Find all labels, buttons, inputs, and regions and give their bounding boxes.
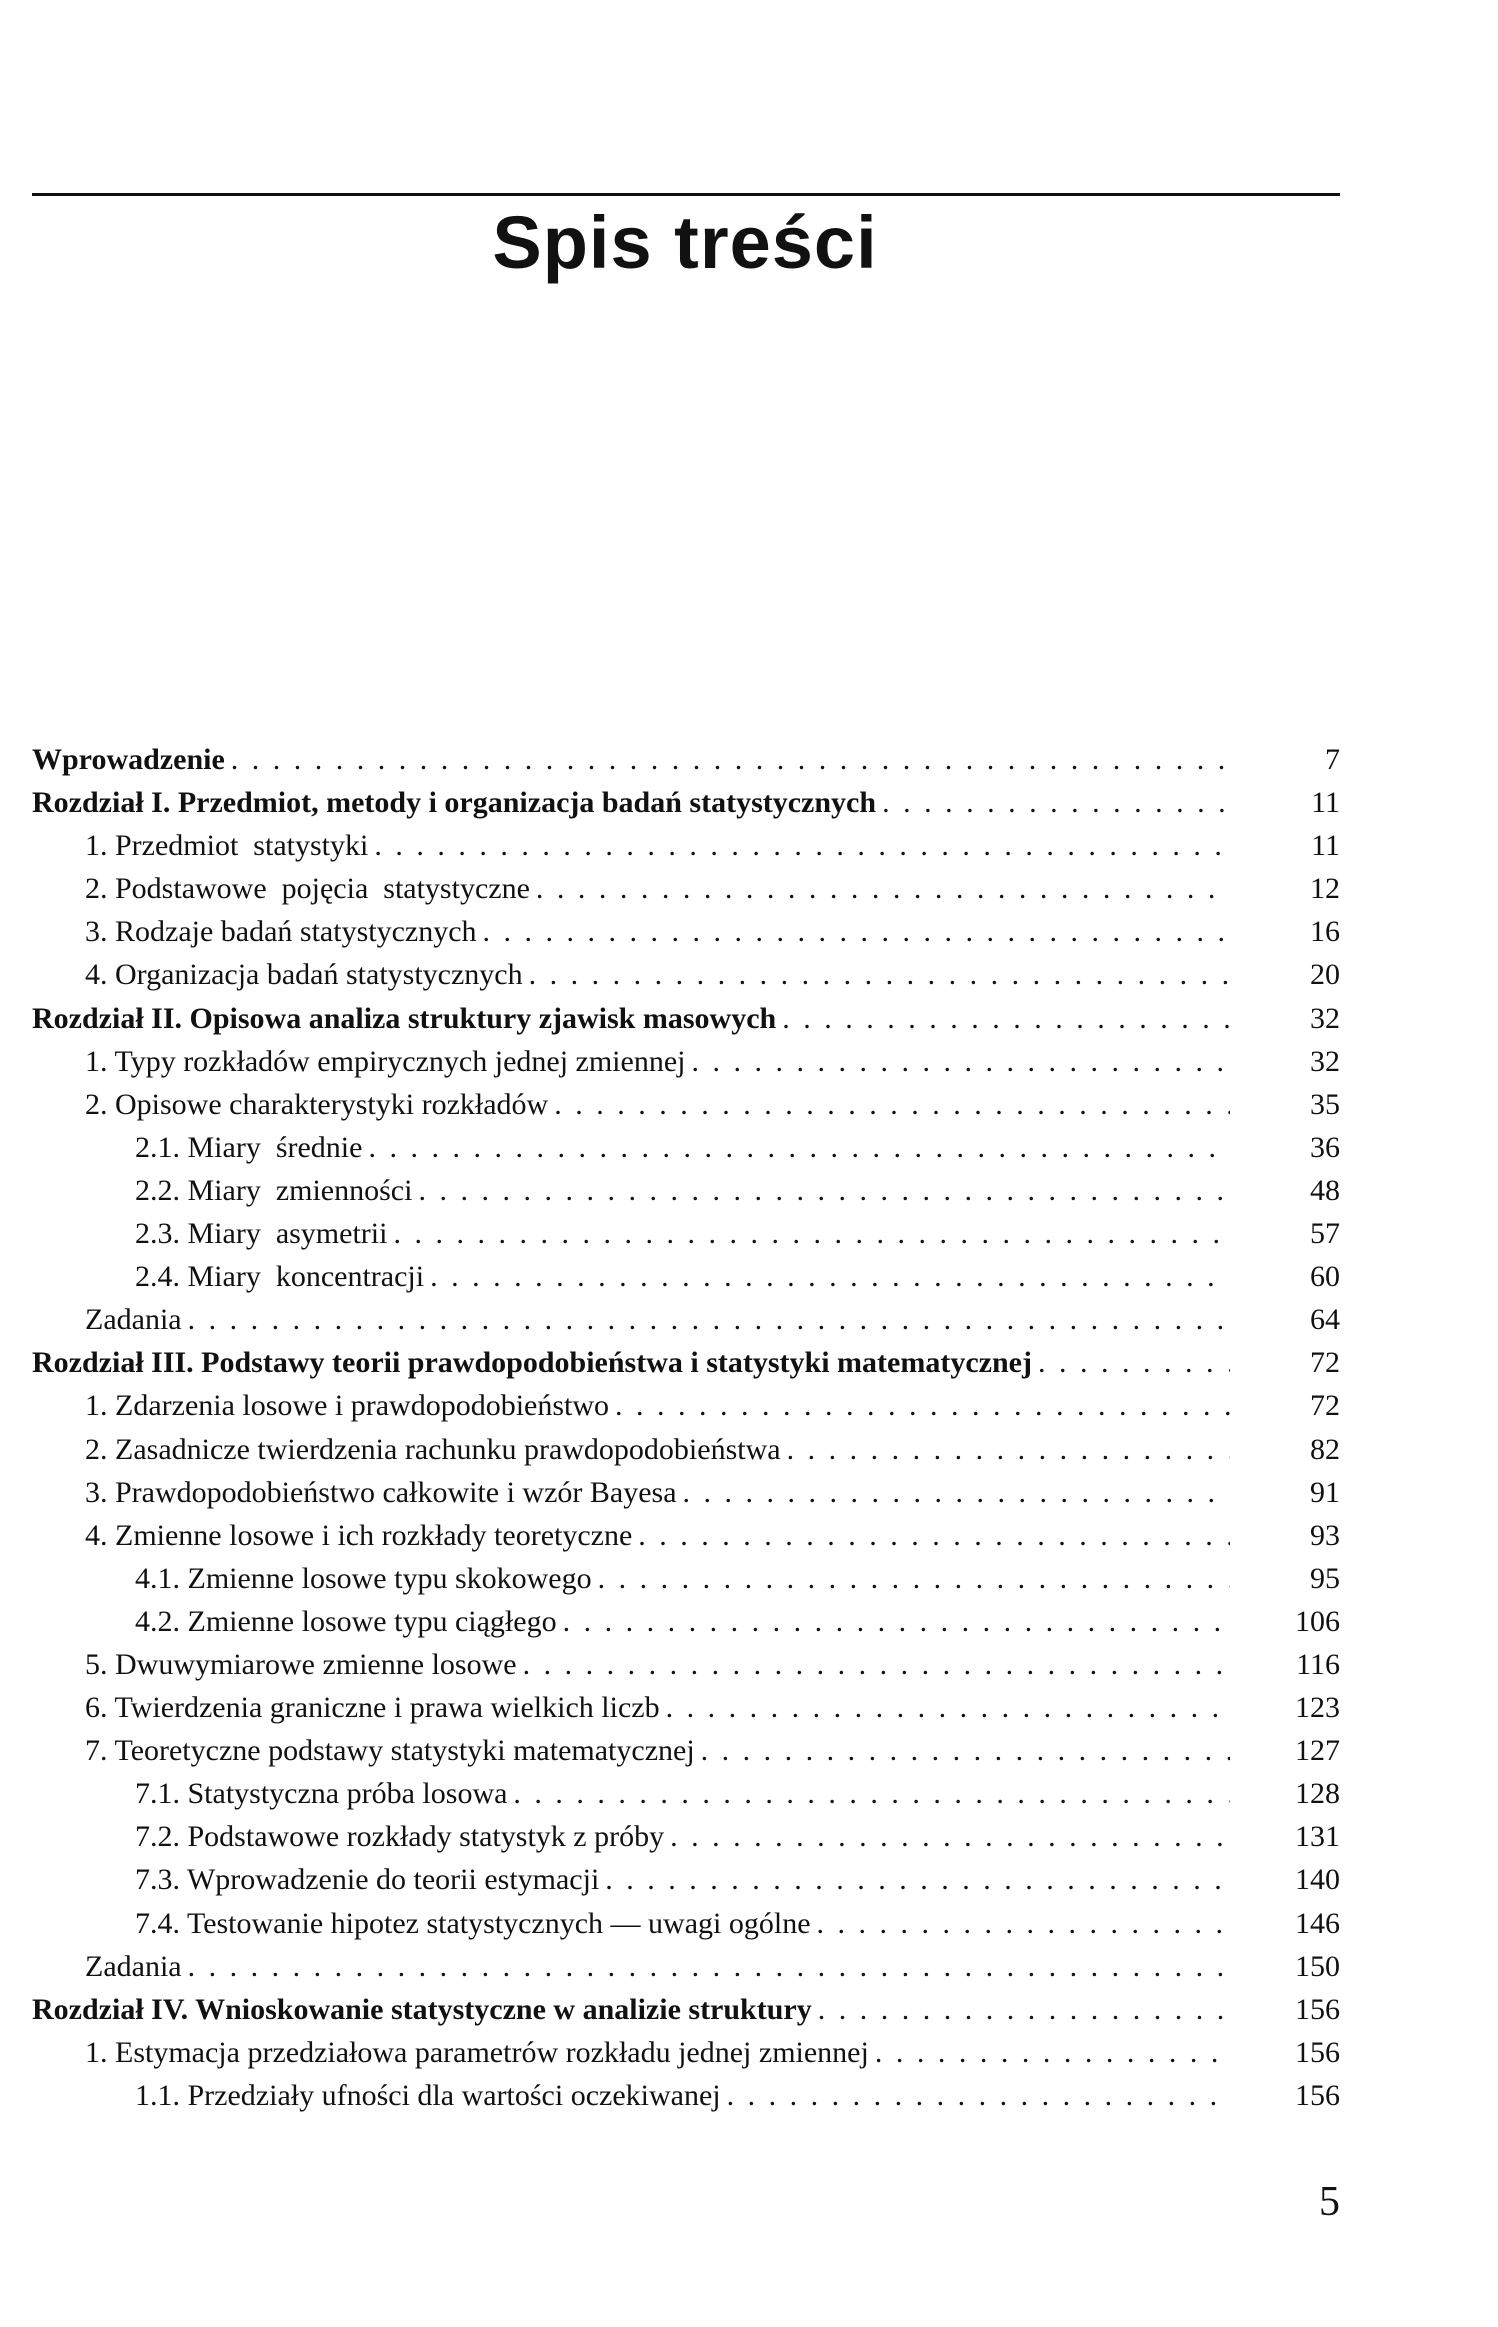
toc-entry-title: 4.2. Zmienne losowe typu ciągłego [135, 1604, 557, 1638]
toc-entry-title: 7. Teoretyczne podstawy statystyki matematycznej [85, 1734, 695, 1768]
toc-entry [32, 1514, 1340, 1557]
toc-entry-page: 20 [1310, 958, 1340, 992]
toc-entry-page: 57 [1310, 1217, 1340, 1251]
toc-chapter-entry [32, 1988, 1340, 2031]
toc-chapter-entry [32, 1341, 1340, 1384]
toc-entry [32, 1298, 1340, 1341]
toc-entry-title: 3. Prawdopodobieństwo całkowite i wzór Bayesa [85, 1475, 677, 1509]
toc-entry-title: 3. Rodzaje badań statystycznych [85, 915, 477, 949]
toc-entry-title: 7.1. Statystyczna próba losowa [135, 1777, 508, 1811]
toc-entry-title: Rozdział IV. Wnioskowanie statystyczne w analizie struktury [32, 1992, 812, 2026]
toc-entry [32, 910, 1340, 953]
toc-entry-page: 60 [1310, 1260, 1340, 1294]
toc-entry-page: 95 [1310, 1561, 1340, 1595]
toc-entry-title: 1. Zdarzenia losowe i prawdopodobieństwo [85, 1389, 610, 1423]
toc-entry [32, 867, 1340, 910]
toc-entry [32, 1643, 1340, 1686]
dot-leader [536, 867, 1230, 910]
toc-entry [32, 1428, 1340, 1471]
toc-entry-title: 2.2. Miary zmienności [135, 1173, 413, 1207]
dot-leader [563, 1600, 1230, 1643]
dot-leader [523, 1643, 1230, 1686]
toc-entry-page: 35 [1310, 1087, 1340, 1121]
toc-entry-title: 2. Podstawowe pojęcia statystyczne [85, 872, 530, 906]
toc-entry-title: 1. Typy rozkładów empirycznych jednej zmiennej [85, 1044, 686, 1078]
toc-entry [32, 1772, 1340, 1815]
toc-entry-page: 48 [1310, 1173, 1340, 1207]
dot-leader [188, 1298, 1230, 1341]
toc-entry-title: 2.1. Miary średnie [135, 1130, 363, 1164]
toc-entry [32, 1557, 1340, 1600]
toc-entry-page: 36 [1310, 1130, 1340, 1164]
dot-leader [393, 1212, 1230, 1255]
toc-entry-page: 131 [1295, 1820, 1340, 1854]
toc-entry-page: 150 [1295, 1949, 1340, 1983]
toc-entry-title: 7.2. Podstawowe rozkłady statystyk z próby [135, 1820, 665, 1854]
dot-leader [683, 1471, 1230, 1514]
toc-entry-title: 4. Organizacja badań statystycznych [85, 958, 523, 992]
toc-entry-title: Wprowadzenie [32, 743, 225, 776]
toc-entry-page: 32 [1310, 1044, 1340, 1078]
dot-leader [882, 781, 1230, 824]
toc-entry-title: 5. Dwuwymiarowe zmienne losowe [85, 1647, 517, 1681]
toc-chapter-entry [32, 738, 1340, 781]
toc-chapter-entry [32, 997, 1340, 1040]
dot-leader [666, 1686, 1230, 1729]
toc-entry-page: 72 [1310, 1346, 1340, 1380]
toc-entry [32, 824, 1340, 867]
toc-entry-page: 156 [1295, 2078, 1340, 2112]
toc-entry-page: 127 [1295, 1734, 1340, 1768]
dot-leader [418, 1169, 1230, 1212]
toc-entry-title: 2. Zasadnicze twierdzenia rachunku prawdopodobieństwa [85, 1432, 781, 1466]
toc-entry-page: 12 [1310, 872, 1340, 906]
toc-entry-page: 116 [1296, 1647, 1340, 1681]
dot-leader [638, 1514, 1230, 1557]
dot-leader [1038, 1341, 1230, 1384]
toc-entry [32, 1600, 1340, 1643]
dot-leader [817, 1902, 1230, 1945]
dot-leader [605, 1858, 1230, 1901]
toc-entry [32, 2031, 1340, 2074]
toc-entry [32, 1083, 1340, 1126]
toc-entry-title: Rozdział III. Podstawy teorii prawdopodobieństwa i statystyki matematycznej [32, 1346, 1032, 1380]
page-title: Spis treści [492, 201, 878, 284]
dot-leader [875, 2031, 1230, 2074]
toc-entry-page: 32 [1310, 1001, 1340, 1035]
dot-leader [818, 1988, 1230, 2031]
toc-entry [32, 1255, 1340, 1298]
toc-chapter-entry [32, 781, 1340, 824]
toc-entry-title: 4.1. Zmienne losowe typu skokowego [135, 1561, 592, 1595]
toc-entry-page: 106 [1295, 1604, 1340, 1638]
toc-entry-page: 140 [1295, 1863, 1340, 1897]
dot-leader [513, 1772, 1230, 1815]
dot-leader [368, 1126, 1230, 1169]
toc-entry-title: 7.3. Wprowadzenie do teorii estymacji [135, 1863, 600, 1897]
dot-leader [670, 1815, 1230, 1858]
toc-entry [32, 1902, 1340, 1945]
dot-leader [483, 910, 1230, 953]
dot-leader [598, 1557, 1230, 1600]
toc-entry-page: 156 [1295, 2035, 1340, 2069]
toc-entry-title: Zadania [85, 1949, 182, 1983]
toc-entry [32, 1815, 1340, 1858]
dot-leader [374, 824, 1230, 867]
toc-entry-title: 1. Estymacja przedziałowa parametrów rozkładu jednej zmiennej [85, 2035, 869, 2069]
toc-entry [32, 2074, 1340, 2117]
toc-entry [32, 953, 1340, 996]
toc-entry-title: Zadania [85, 1303, 182, 1337]
toc-entry-title: 7.4. Testowanie hipotez statystycznych — uwagi ogólne [135, 1906, 811, 1940]
toc-entry [32, 1858, 1340, 1901]
toc-entry-title: Rozdział I. Przedmiot, metody i organizacja badań statystycznych [32, 786, 877, 820]
toc-entry-page: 146 [1295, 1906, 1340, 1940]
table-of-contents [32, 738, 1340, 2117]
dot-leader [701, 1729, 1230, 1772]
dot-leader [231, 738, 1230, 781]
toc-entry-title: 2.3. Miary asymetrii [135, 1217, 388, 1251]
toc-entry-page: 82 [1310, 1432, 1340, 1466]
dot-leader [554, 1083, 1230, 1126]
toc-entry-title: 1. Przedmiot statystyki [85, 829, 369, 863]
toc-entry-page: 7 [1325, 743, 1340, 776]
toc-entry-page: 11 [1311, 829, 1340, 863]
toc-entry-page: 16 [1310, 915, 1340, 949]
toc-entry-title: 2. Opisowe charakterystyki rozkładów [85, 1087, 549, 1121]
toc-entry [32, 1471, 1340, 1514]
toc-entry-page: 11 [1311, 786, 1340, 820]
toc-entry-title: Rozdział II. Opisowa analiza struktury zjawisk masowych [32, 1001, 777, 1035]
dot-leader [529, 953, 1230, 996]
page-number: 5 [1319, 2179, 1340, 2225]
toc-entry-page: 91 [1310, 1475, 1340, 1509]
toc-entry [32, 1384, 1340, 1427]
toc-entry [32, 1945, 1340, 1988]
dot-leader [782, 997, 1230, 1040]
toc-entry-title: 1.1. Przedziały ufności dla wartości oczekiwanej [135, 2078, 721, 2112]
toc-entry [32, 1212, 1340, 1255]
toc-entry [32, 1040, 1340, 1083]
toc-entry-title: 6. Twierdzenia graniczne i prawa wielkich liczb [85, 1691, 660, 1725]
toc-entry-page: 64 [1310, 1303, 1340, 1337]
dot-leader [691, 1040, 1230, 1083]
dot-leader [727, 2074, 1230, 2117]
toc-entry-page: 93 [1310, 1518, 1340, 1552]
toc-entry [32, 1729, 1340, 1772]
toc-entry [32, 1126, 1340, 1169]
dot-leader [430, 1255, 1230, 1298]
toc-entry [32, 1169, 1340, 1212]
dot-leader [188, 1945, 1230, 1988]
dot-leader [787, 1428, 1230, 1471]
toc-entry-page: 72 [1310, 1389, 1340, 1423]
toc-entry-page: 156 [1295, 1992, 1340, 2026]
header-rule [32, 193, 1340, 196]
toc-entry-title: 2.4. Miary koncentracji [135, 1260, 425, 1294]
toc-entry-title: 4. Zmienne losowe i ich rozkłady teoretyczne [85, 1518, 633, 1552]
toc-entry-page: 128 [1295, 1777, 1340, 1811]
toc-entry-page: 123 [1295, 1691, 1340, 1725]
toc-entry [32, 1686, 1340, 1729]
dot-leader [615, 1384, 1230, 1427]
